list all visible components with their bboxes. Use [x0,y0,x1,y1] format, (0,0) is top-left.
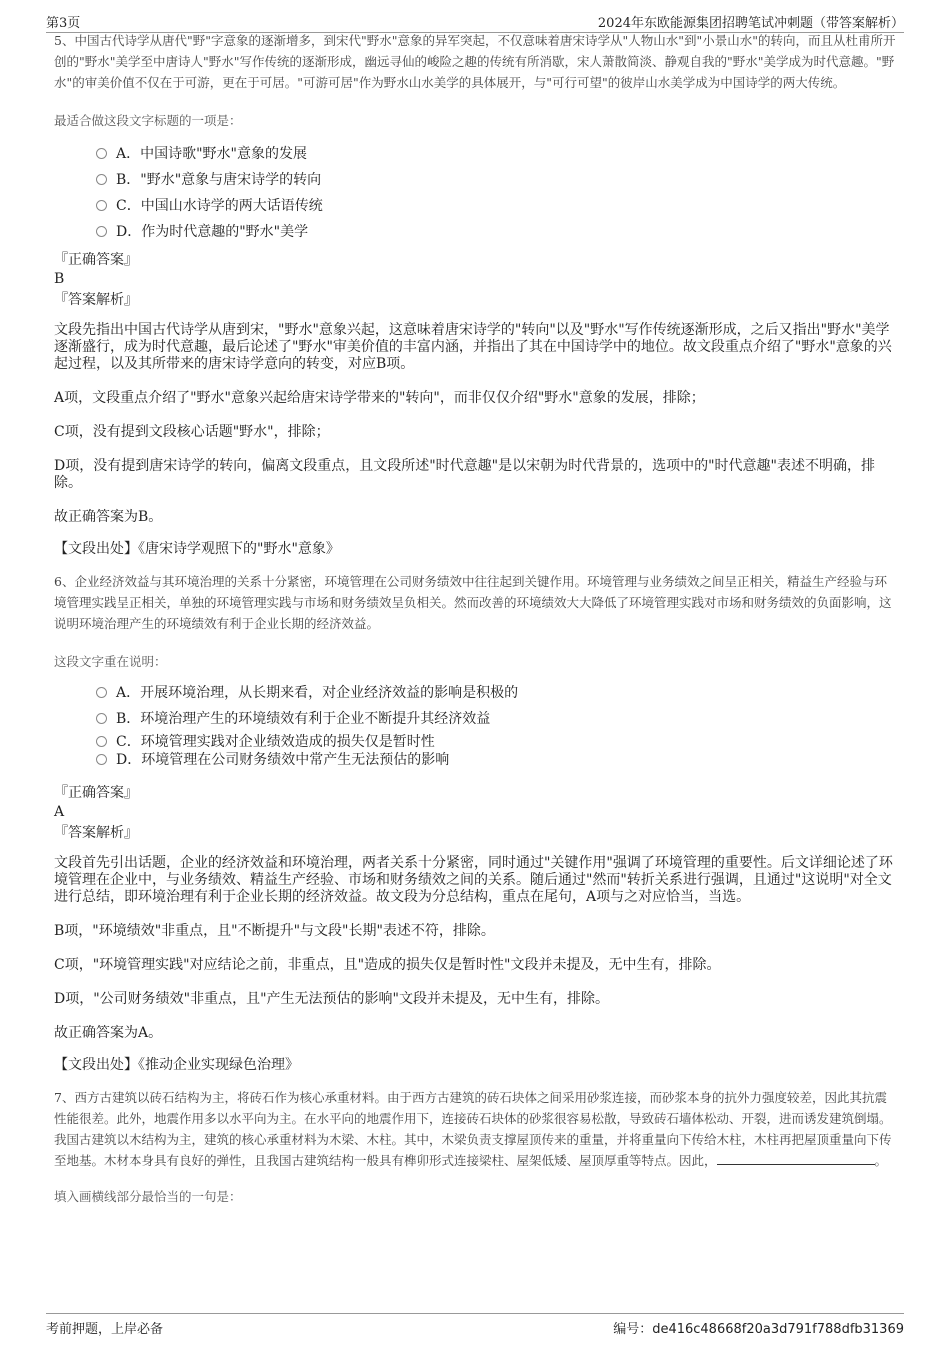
question-5 [54,30,896,559]
page-footer [46,1313,904,1338]
analysis-paragraph: D项，"公司财务绩效"非重点，且"产生无法预估的影响"文段并未提及，无中生有，排除。 [54,991,609,1007]
question-6-prompt: 这段文字重在说明： [54,654,167,669]
radio-icon[interactable] [96,754,107,765]
analysis-paragraph: D项，没有提到唐宋诗学的转向，偏离文段重点，且文段所述"时代意趣"是以宋朝为时代背景的，选项中的"时代意趣"表述不明确，排除。 [54,458,875,491]
analysis-conclusion: 故正确答案为A。 [54,1025,163,1041]
page-content [54,33,896,1205]
page-number: 第3页 [46,16,81,31]
radio-icon[interactable] [96,148,107,159]
answer-value: A [54,804,65,820]
footer-slogan: 考前押题，上岸必备 [46,1322,164,1337]
analysis-paragraph: C项，"环境管理实践"对应结论之前，非重点，且"造成的损失仅是暂时性"文段并未提及，无中生有，排除。 [54,957,721,973]
document-id: 编号：de416c48668f20a3d791f788dfb31369 [613,1322,904,1337]
answer-label: 『正确答案』 [54,785,138,801]
fill-in-blank [717,1150,875,1165]
radio-icon[interactable] [96,226,107,237]
radio-icon[interactable] [96,736,107,747]
option-d[interactable]: D．作为时代意趣的"野水"美学 [96,219,896,245]
question-5-text: 5、中国古代诗学从唐代"野"字意象的逐渐增多，到宋代"野水"意象的异军突起，不仅意味着唐宋诗学从"人物山水"到"小景山水"的转向，而且从杜甫所开创的"野水"美学至中唐诗人"野水"写作传统的逐渐形成，幽远寻仙的峻险之趣的传统有所消歇，宋人萧散简淡、静观自我的"野水"美学成为时代意趣。"野水"的审美价值不仅在于可游，更在于可居。"可游可居"作为野水山水美学的具体展开，与"可行可望"的彼岸山水美学成为中国诗学的两大传统。 [54,33,896,90]
analysis-label: 『答案解析』 [54,825,138,841]
option-b[interactable]: B．"野水"意象与唐宋诗学的转向 [96,167,896,193]
question-7-prompt: 填入画横线部分最恰当的一句是： [54,1189,242,1204]
option-d[interactable]: D．环境管理在公司财务绩效中常产生无法预估的影响 [96,751,896,770]
option-c[interactable]: C．中国山水诗学的两大话语传统 [96,193,896,219]
radio-icon[interactable] [96,713,107,724]
radio-icon[interactable] [96,174,107,185]
question-7 [54,1087,896,1205]
analysis-conclusion: 故正确答案为B。 [54,509,163,525]
source-citation: 【文段出处】《唐宋诗学观照下的"野水"意象》 [54,541,340,557]
question-5-options [96,141,896,245]
document-title: 2024年东欧能源集团招聘笔试冲刺题（带答案解析） [597,16,904,31]
question-6-options [96,680,896,770]
analysis-paragraph: 文段先指出中国古代诗学从唐到宋，"野水"意象兴起，这意味着唐宋诗学的"转向"以及"野水"写作传统逐渐形成，之后又指出"野水"美学逐渐盛行，成为时代意趣，最后论述了"野水"审美价值的丰富内涵，并指出了其在中国诗学中的地位。故文段重点介绍了"野水"意象的兴起过程，以及其所带来的唐宋诗学意向的转变，对应B项。 [54,322,892,372]
question-5-prompt: 最适合做这段文字标题的一项是： [54,113,242,128]
option-a[interactable]: A．中国诗歌"野水"意象的发展 [96,141,896,167]
option-b[interactable]: B．环境治理产生的环境绩效有利于企业不断提升其经济效益 [96,706,896,732]
analysis-paragraph: 文段首先引出话题，企业的经济效益和环境治理，两者关系十分紧密，同时通过"关键作用"强调了环境管理的重要性。后文详细论述了环境管理在企业中，与业务绩效、精益生产经验、市场和财务绩效之间的关系。随后通过"然而"转折关系进行强调，且通过"这说明"对全文进行总结，即环境治理有利于企业长期的经济效益。故文段为分总结构，重点在尾句，A项与之对应恰当，当选。 [54,855,893,905]
question-6 [54,571,896,1075]
option-a[interactable]: A．开展环境治理，从长期来看，对企业经济效益的影响是积极的 [96,680,896,706]
option-c[interactable]: C．环境管理实践对企业绩效造成的损失仅是暂时性 [96,732,896,751]
question-6-text: 6、企业经济效益与其环境治理的关系十分紧密，环境管理在公司财务绩效中往往起到关键作用。环境管理与业务绩效之间呈正相关，精益生产经验与环境管理实践呈正相关，单独的环境管理实践与市场和财务绩效呈负相关。然而改善的环境绩效大大降低了环境管理实践对市场和财务绩效的负面影响，这说明环境治理产生的环境绩效有利于企业长期的经济效益。 [54,574,892,631]
analysis-label: 『答案解析』 [54,292,138,308]
answer-value: B [54,271,65,287]
analysis-paragraph: C项，没有提到文段核心话题"野水"，排除； [54,424,330,440]
question-7-text: 7、西方古建筑以砖石结构为主，将砖石作为核心承重材料。由于西方古建筑的砖石块体之间采用砂浆连接，而砂浆本身的抗外力强度较差，因此其抗震性能很差。此外，地震作用多以水平向为主。在水平向的地震作用下，连接砖石块体的砂浆很容易松散，导致砖石墙体松动、开裂，进而诱发建筑倒塌。我国古建筑以木结构为主，建筑的核心承重材料为木梁、木柱。其中，木梁负责支撑屋顶传来的重量，并将重量向下传给木柱，木柱再把屋顶重量向下传至地基。木材本身具有良好的弹性，且我国古建筑结构一般具有榫卯形式连接梁柱、屋架低矮、屋顶厚重等特点。因此， 。 [54,1090,892,1168]
source-citation: 【文段出处】《推动企业实现绿色治理》 [54,1057,299,1073]
analysis-paragraph: B项，"环境绩效"非重点，且"不断提升"与文段"长期"表述不符，排除。 [54,923,495,939]
radio-icon[interactable] [96,687,107,698]
analysis-paragraph: A项，文段重点介绍了"野水"意象兴起给唐宋诗学带来的"转向"，而非仅仅介绍"野水"意象的发展，排除； [54,390,705,406]
answer-label: 『正确答案』 [54,252,138,268]
radio-icon[interactable] [96,200,107,211]
